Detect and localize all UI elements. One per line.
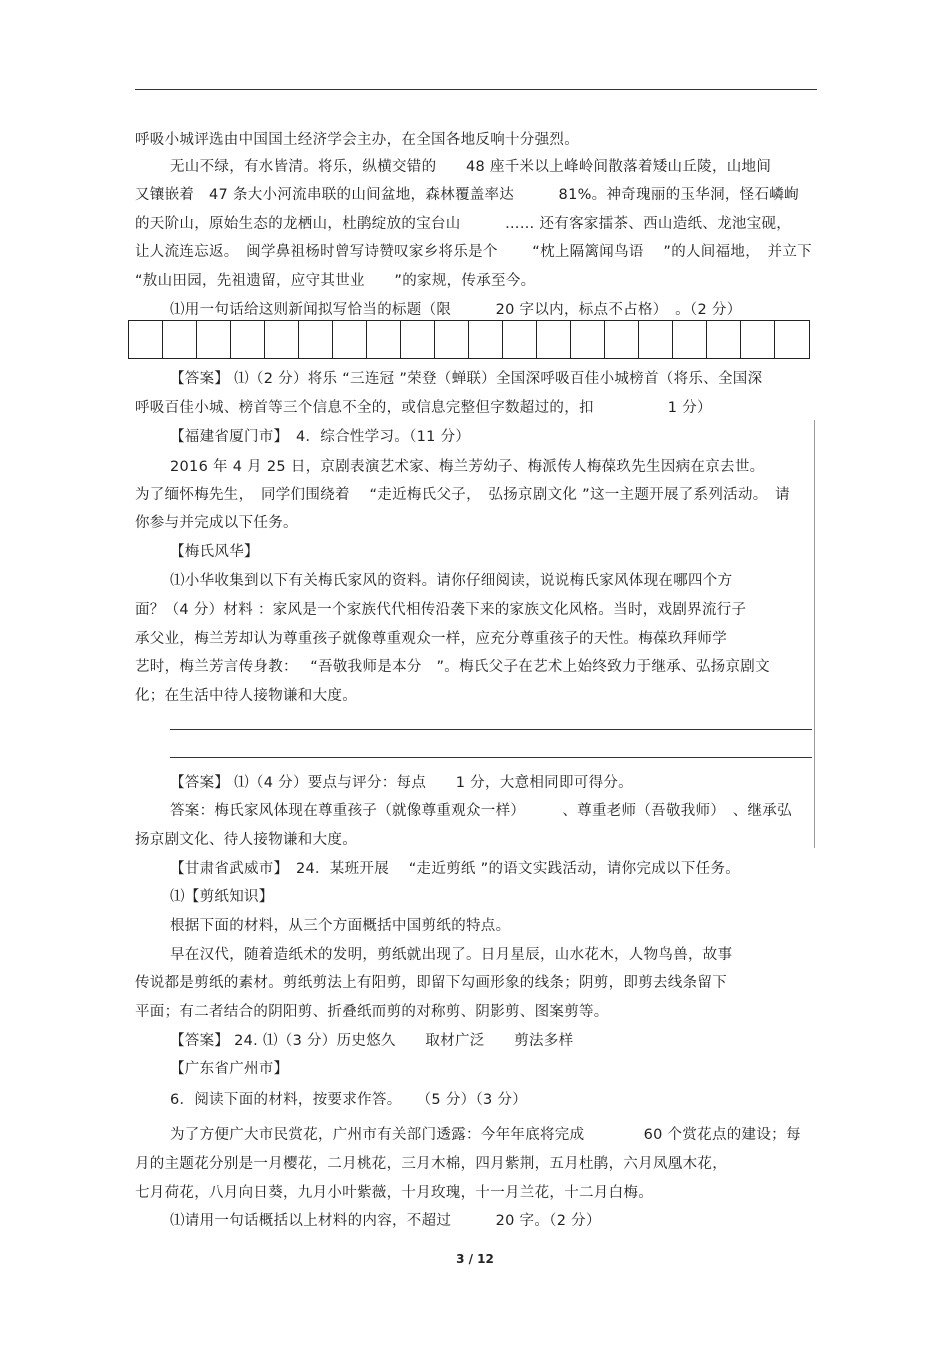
answer-grid-cell[interactable] bbox=[571, 321, 605, 358]
answer-line: 答案：梅氏家风体现在尊重孩子（就像尊重观众一样） 、尊重老师（吾敬我师） 、继承弘 bbox=[170, 803, 792, 819]
text-line: 传说都是剪纸的素材。剪纸剪法上有阳剪，即留下勾画形象的线条；阴剪，即剪去线条留下 bbox=[135, 975, 727, 991]
text-line: 的天阶山，原始生态的龙栖山，杜鹃绽放的宝台山 …… 还有客家擂茶、西山造纸、龙池宝砚， bbox=[135, 216, 792, 232]
answer-grid-cell[interactable] bbox=[605, 321, 639, 358]
answer-grid-cell[interactable] bbox=[537, 321, 571, 358]
text-line: 无山不绿，有水皆清。将乐，纵横交错的 48 座千米以上峰岭间散落着矮山丘陵，山地间 bbox=[170, 159, 772, 175]
answer-grid-cell[interactable] bbox=[775, 321, 809, 358]
answer-grid-cell[interactable] bbox=[639, 321, 673, 358]
subheading: ⑴【剪纸知识】 bbox=[170, 889, 274, 905]
answer-grid-cell[interactable] bbox=[367, 321, 401, 358]
answer-grid-cell[interactable] bbox=[503, 321, 537, 358]
section-heading: 【福建省厦门市】 4．综合性学习。（11 分） bbox=[170, 429, 471, 445]
answer-line: 【答案】 24. ⑴（3 分）历史悠久 取材广泛 剪法多样 bbox=[170, 1033, 574, 1049]
question-line: ⑴用一句话给这则新闻拟写恰当的标题（限 20 字以内，标点不占格） 。（2 分） bbox=[170, 302, 742, 318]
text-line: 艺时，梅兰芳言传身教： “吾敬我师是本分 ”。梅氏父子在艺术上始终致力于继承、弘扬京剧文 bbox=[135, 659, 770, 675]
text-line: 化；在生活中待人接物谦和大度。 bbox=[135, 688, 357, 704]
text-line: 平面；有二者结合的阴阳剪、折叠纸而剪的对称剪、阴影剪、图案剪等。 bbox=[135, 1004, 609, 1020]
margin-line bbox=[814, 420, 815, 848]
answer-grid-cell[interactable] bbox=[231, 321, 265, 358]
text-line: 让人流连忘返。 闽学鼻祖杨时曾写诗赞叹家乡将乐是个 “枕上隔篱闻鸟语 ”的人间福地， 并立下 bbox=[135, 244, 812, 260]
text-line: 承父业，梅兰芳却认为尊重孩子就像尊重观众一样，应充分尊重孩子的天性。梅葆玖拜师学 bbox=[135, 631, 727, 647]
text-line: 2016 年 4 月 25 日，京剧表演艺术家、梅兰芳幼子、梅派传人梅葆玖先生因病在京去世。 bbox=[170, 459, 765, 475]
question-line: ⑴请用一句话概括以上材料的内容，不超过 20 字。（2 分） bbox=[170, 1213, 601, 1229]
blank-answer-line[interactable] bbox=[170, 757, 812, 758]
section-heading: 【广东省广州市】 bbox=[170, 1061, 289, 1077]
answer-grid-cell[interactable] bbox=[707, 321, 741, 358]
text-line: 呼吸小城评选由中国国土经济学会主办，在全国各地反响十分强烈。 bbox=[135, 132, 579, 148]
answer-grid-cell[interactable] bbox=[673, 321, 707, 358]
answer-line: 呼吸百佳小城、榜首等三个信息不全的，或信息完整但字数超过的，扣 1 分） bbox=[135, 400, 712, 416]
answer-grid-cell[interactable] bbox=[469, 321, 503, 358]
answer-grid-cell[interactable] bbox=[741, 321, 775, 358]
answer-line: 【答案】 ⑴（4 分）要点与评分：每点 1 分，大意相同即可得分。 bbox=[170, 775, 633, 791]
text-line: 为了方便广大市民赏花，广州市有关部门透露：今年年底将完成 60 个赏花点的建设；每 bbox=[170, 1127, 801, 1143]
answer-grid-cell[interactable] bbox=[435, 321, 469, 358]
text-line: “敖山田园，先祖遗留，应守其世业 ”的家规，传承至今。 bbox=[135, 273, 536, 289]
text-line: 又镶嵌着 47 条大小河流串联的山间盆地，森林覆盖率达 81%。神奇瑰丽的玉华洞，怪石嶙峋 bbox=[135, 187, 799, 203]
header-rule bbox=[135, 89, 817, 90]
answer-grid-cell[interactable] bbox=[163, 321, 197, 358]
answer-grid-cell[interactable] bbox=[265, 321, 299, 358]
subheading: 【梅氏风华】 bbox=[170, 544, 259, 560]
question-line: 6．阅读下面的材料，按要求作答。 （5 分）（3 分） bbox=[170, 1092, 528, 1108]
answer-grid-cell[interactable] bbox=[401, 321, 435, 358]
question-line: ⑴小华收集到以下有关梅氏家风的资料。请你仔细阅读，说说梅氏家风体现在哪四个方 bbox=[170, 573, 733, 589]
text-line: 面？（4 分）材料 ：家风是一个家族代代相传沿袭下来的家族文化风格。当时，戏剧界流行子 bbox=[135, 602, 747, 618]
answer-line: 扬京剧文化、待人接物谦和大度。 bbox=[135, 832, 357, 848]
text-line: 七月荷花，八月向日葵，九月小叶紫薇，十月玫瑰，十一月兰花，十二月白梅。 bbox=[135, 1185, 653, 1201]
text-line: 你参与并完成以下任务。 bbox=[135, 515, 298, 531]
text-line: 为了缅怀梅先生， 同学们围绕着 “走近梅氏父子， 弘扬京剧文化 ”这一主题开展了系列活动。 请 bbox=[135, 487, 790, 503]
answer-grid-cell[interactable] bbox=[197, 321, 231, 358]
answer-grid-cell[interactable] bbox=[333, 321, 367, 358]
section-heading: 【甘肃省武威市】 24．某班开展 “走近剪纸 ”的语文实践活动，请你完成以下任务。 bbox=[170, 861, 741, 877]
answer-line: 【答案】 ⑴（2 分）将乐 “三连冠 ”荣登（蝉联）全国深呼吸百佳小城榜首（将乐、全国深 bbox=[170, 371, 763, 387]
blank-answer-line[interactable] bbox=[170, 729, 812, 730]
text-line: 早在汉代，随着造纸术的发明，剪纸就出现了。日月星辰，山水花木，人物鸟兽，故事 bbox=[170, 947, 733, 963]
text-line: 月的主题花分别是一月樱花，二月桃花，三月木棉，四月紫荆，五月杜鹃，六月凤凰木花， bbox=[135, 1156, 727, 1172]
answer-grid-cell[interactable] bbox=[299, 321, 333, 358]
page-number: 3 / 12 bbox=[456, 1252, 494, 1266]
answer-grid-cell[interactable] bbox=[129, 321, 163, 358]
answer-grid[interactable] bbox=[128, 320, 810, 359]
question-line: 根据下面的材料，从三个方面概括中国剪纸的特点。 bbox=[170, 918, 511, 934]
